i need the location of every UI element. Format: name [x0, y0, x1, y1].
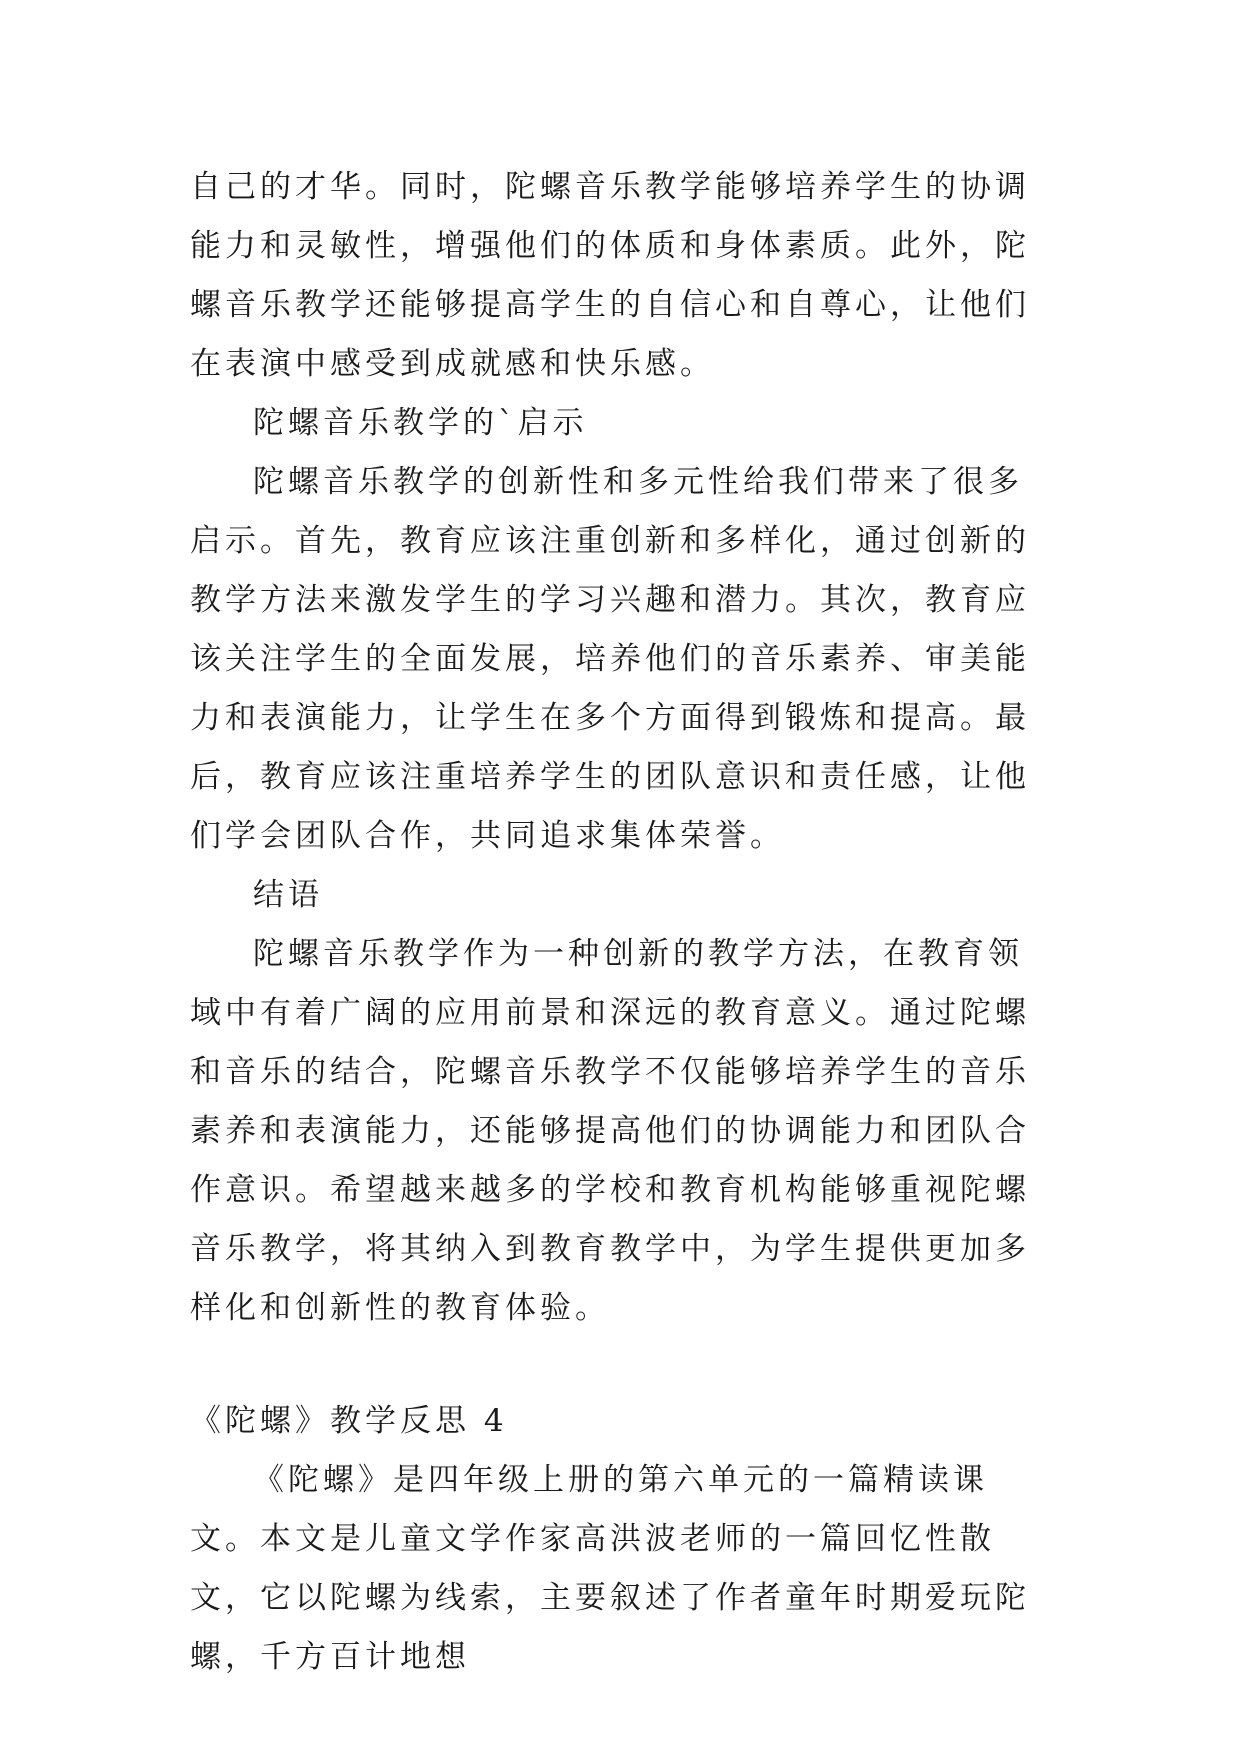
section-title: 《陀螺》教学反思 4	[190, 1403, 508, 1439]
body-paragraph: 《陀螺》是四年级上册的第六单元的一篇精读课文。本文是儿童文学作家高洪波老师的一篇回忆性散文，它以陀螺为线索，主要叙述了作者童年时期爱玩陀螺，千方百计地想	[190, 1462, 1030, 1675]
body-paragraph-continued: 自己的才华。同时，陀螺音乐教学能够培养学生的协调能力和灵敏性，增强他们的体质和身体素质。此外，陀螺音乐教学还能够提高学生的自信心和自尊心，让他们在表演中感受到成就感和快乐感。	[190, 169, 1030, 382]
section-heading-inspiration: 陀螺音乐教学的`启示	[253, 405, 588, 441]
section-heading-conclusion: 结语	[253, 877, 323, 913]
body-paragraph: 陀螺音乐教学的创新性和多元性给我们带来了很多启示。首先，教育应该注重创新和多样化，通过创新的教学方法来激发学生的学习兴趣和潜力。其次，教育应该关注学生的全面发展，培养他们的音乐素养、审美能力和表演能力，让学生在多个方面得到锻炼和提高。最后，教育应该注重培养学生的团队意识和责任感，让他们学会团队合作，共同追求集体荣誉。	[190, 464, 1030, 854]
body-paragraph: 陀螺音乐教学作为一种创新的教学方法，在教育领域中有着广阔的应用前景和深远的教育意义。通过陀螺和音乐的结合，陀螺音乐教学不仅能够培养学生的音乐素养和表演能力，还能够提高他们的协调能力和团队合作意识。希望越来越多的学校和教育机构能够重视陀螺音乐教学，将其纳入到教育教学中，为学生提供更加多样化和创新性的教育体验。	[190, 936, 1030, 1326]
document-body	[190, 158, 1050, 1687]
